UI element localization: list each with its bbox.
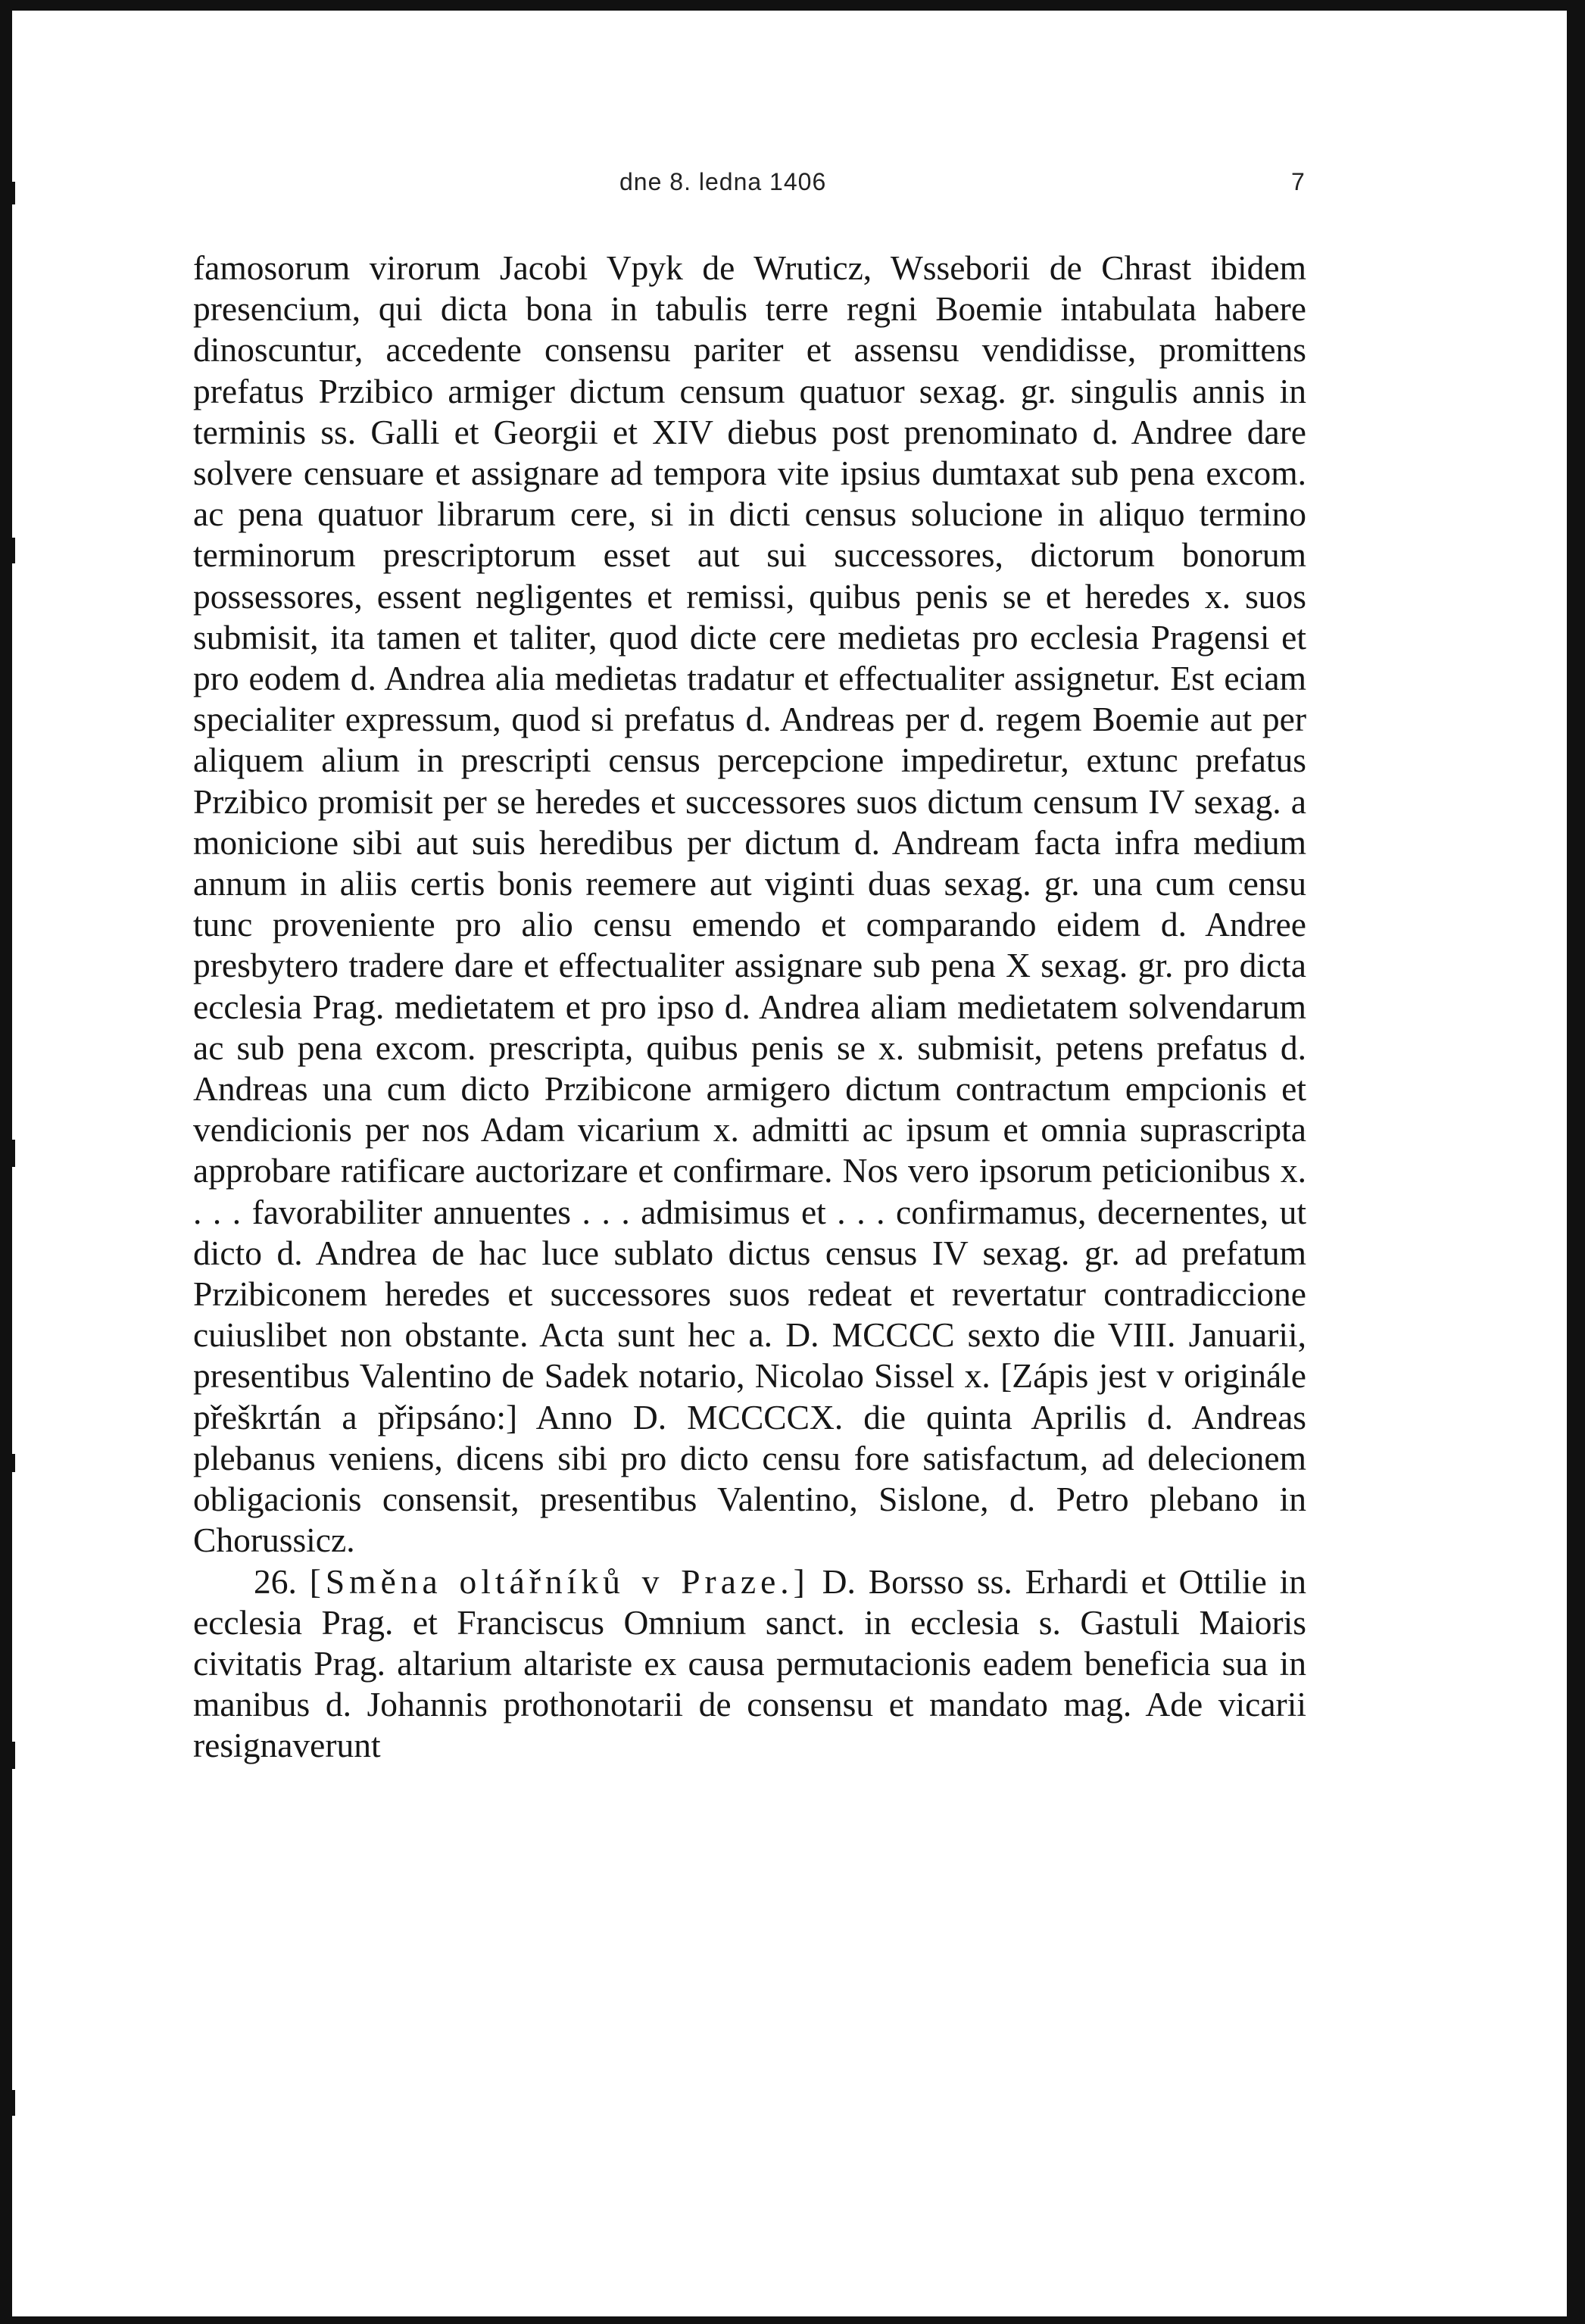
scan-edge-mark xyxy=(8,1140,15,1167)
scan-edge-mark xyxy=(8,538,15,563)
running-head: dne 8. ledna 1406 xyxy=(619,168,827,195)
entry-26 xyxy=(193,1561,1306,1767)
entry-26-title: [Směna oltářníků v Praze.] xyxy=(309,1561,810,1601)
scan-border-right xyxy=(1567,0,1585,2324)
entry-26-text: D. Borsso ss. Erhardi et Ottilie in ecclesia Prag. et Franciscus Omnium sanct. in ecclesia s. Gastuli Maioris civitatis Prag. altarium altariste ex causa permutacionis eadem beneficia sua in manibus d. Johannis prothonotarii de consensu et mandato mag. Ade vicarii resignaverunt xyxy=(193,1561,1307,1765)
entry-26-number: 26. xyxy=(254,1561,297,1601)
paragraph-continuation: famosorum virorum Jacobi Vpyk de Wruticz, Wsseborii de Chrast ibidem presencium, qui dicta bona in tabulis terre regni Boemie intabulata habere dinoscuntur, accedente consensu pariter et assensu vendidisse, promittens prefatus Przibico armiger dictum censum quatuor sexag. gr. singulis annis in terminis ss. Galli et Georgii et XIV diebus post prenominato d. Andree dare solvere censuare et assignare ad tempora vite ipsius dumtaxat sub pena excom. ac pena quatuor librarum cere, si in dicti census solucione in aliquo termino terminorum prescriptorum esset aut sui successores, dictorum bonorum possessores, essent negligentes et remissi, quibus penis se et heredes x. suos submisit, ita tamen et taliter, quod dicte cere medietas pro ecclesia Pragensi et pro eodem d. Andrea alia medietas tradatur et effectualiter assignetur. Est eciam specialiter expressum, quod si prefatus d. Andreas per d. regem Boemie aut per aliquem alium in prescripti census percepcione impediretur, extunc prefatus Przibico promisit per se heredes et successores suos dictum censum IV sexag. a monicione sibi aut suis heredibus per dictum d. Andream facta infra medium annum in aliis certis bonis reemere aut viginti duas sexag. gr. una cum censu tunc proveniente pro alio censu emendo et comparando eidem d. Andree presbytero tradere dare et effectualiter assignare sub pena X sexag. gr. pro dicta ecclesia Prag. medietatem et pro ipso d. Andrea aliam medietatem solvendarum ac sub pena excom. prescripta, quibus penis se x. submisit, petens prefatus d. Andreas una cum dicto Przibicone armigero dictum contractum empcionis et vendicionis per nos Adam vicarium x. admitti ac ipsum et omnia suprascripta approbare ratificare auctorizare et confirmare. Nos vero ipsorum peticionibus x. . . . favorabiliter annuentes . . . admisimus et . . . confirmamus, decernentes, ut dicto d. Andrea de hac luce sublato dictus census IV sexag. gr. ad prefatum Przibiconem heredes et successores suos redeat et revertatur contradiccione cuiuslibet non obstante. Acta sunt hec a. D. MCCCC sexto die VIII. Januarii, presentibus Valentino de Sadek notario, Nicolao Sissel x. [Zápis jest v originále přeškrtán a připsáno:] Anno D. MCCCCX. die quinta Aprilis d. Andreas plebanus veniens, dicens sibi pro dicto censu fore satisfactum, ad delecionem obligacionis consensit, presentibus Valentino, Sislone, d. Petro plebano in Chorussicz. xyxy=(193,248,1306,1560)
scan-border-top xyxy=(0,0,1585,11)
scan-edge-mark xyxy=(8,1454,15,1472)
page-header xyxy=(0,168,1585,206)
page-body xyxy=(193,248,1306,1767)
scan-edge-mark xyxy=(8,2090,15,2116)
page-number: 7 xyxy=(1291,168,1305,195)
scan-border-bottom xyxy=(0,2316,1585,2324)
scan-edge-mark xyxy=(8,1742,15,1769)
